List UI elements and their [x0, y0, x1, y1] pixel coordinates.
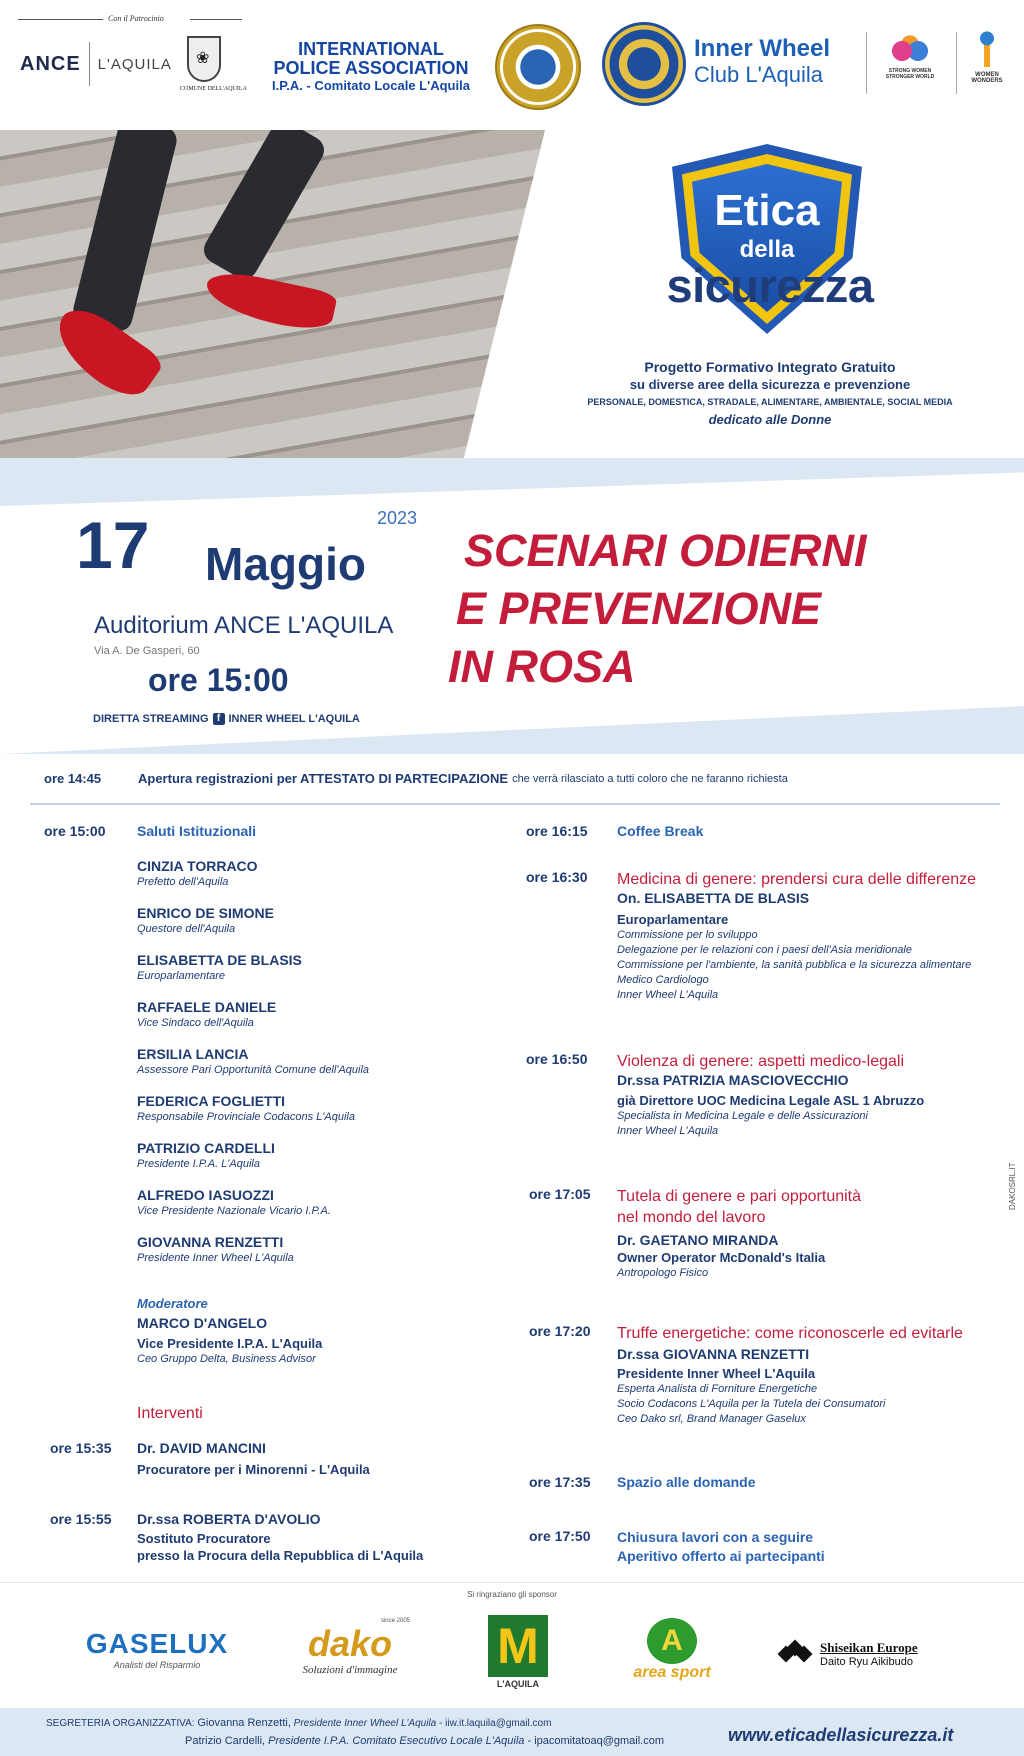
- sponsor-dako: [290, 1618, 410, 1676]
- strong-women-logo: [878, 34, 942, 80]
- intervention-time: ore 15:35: [50, 1440, 112, 1456]
- ipa-line1: INTERNATIONAL: [298, 39, 444, 59]
- comune-label: COMUNE DELL'AQUILA: [180, 86, 247, 92]
- area-sport-name: area sport: [633, 1664, 711, 1681]
- session-title: nel mondo del lavoro: [617, 1209, 766, 1226]
- list-item: [137, 1046, 477, 1093]
- registration-row: [44, 771, 994, 786]
- ance-city: L'AQUILA: [97, 55, 172, 73]
- list-item: [137, 1140, 477, 1187]
- contact-email[interactable]: - ipacomitatoaq@gmail.com: [527, 1735, 664, 1747]
- shiseikan-diamonds-icon: [778, 1642, 812, 1666]
- session-time: ore 17:05: [529, 1186, 591, 1202]
- facebook-icon: f: [213, 713, 225, 725]
- ance-logo: [20, 42, 172, 86]
- session-role: già Direttore UOC Medicina Legale ASL 1 Abruzzo: [617, 1093, 925, 1108]
- registration-time: ore 14:45: [44, 771, 102, 786]
- dako-since: since 2005: [380, 1618, 410, 1624]
- session-desc: Inner Wheel L'Aquila: [617, 989, 719, 1001]
- gaselux-logo: GASELUX: [85, 1628, 229, 1659]
- women-wonders-logo: [966, 30, 1008, 84]
- project-line1: Progetto Formativo Integrato Gratuito: [644, 359, 896, 375]
- moderator-block: [137, 1296, 477, 1367]
- divider: [866, 32, 867, 94]
- registration-rest: che verrà rilasciato a tutti coloro che ne faranno richiesta: [512, 773, 788, 785]
- registration-main: Apertura registrazioni per ATTESTATO DI PARTECIPAZIONE: [138, 771, 509, 786]
- speaker-name: ELISABETTA DE BLASIS: [137, 952, 302, 968]
- moderator-desc: Ceo Gruppo Delta, Business Advisor: [137, 1353, 316, 1365]
- contact-name: Giovanna Renzetti,: [197, 1717, 291, 1729]
- event-address: Via A. De Gasperi, 60: [94, 645, 200, 657]
- shiseikan-sub: Daito Ryu Aikibudo: [820, 1656, 913, 1668]
- divider: [30, 803, 1000, 805]
- footer-contact-2: [185, 1735, 664, 1747]
- interventi-label: Interventi: [137, 1405, 203, 1422]
- comune-logo: [180, 36, 247, 92]
- moderator-label: Moderatore: [137, 1296, 208, 1311]
- session-desc: Commissione per l'ambiente, la sanità pubblica e la sicurezza alimentare: [617, 959, 972, 971]
- shiseikan-name: Shiseikan Europe: [820, 1640, 918, 1655]
- event-venue: Auditorium ANCE L'AQUILA: [94, 612, 394, 639]
- ance-brand: ANCE: [20, 52, 81, 75]
- speaker-name: FEDERICA FOGLIETTI: [137, 1093, 286, 1109]
- crest-icon: [187, 36, 221, 82]
- website-link[interactable]: www.eticadellasicurezza.it: [728, 1725, 954, 1745]
- speaker-name: ERSILIA LANCIA: [137, 1046, 249, 1062]
- logo-word-sicurezza: sicurezza: [666, 259, 874, 312]
- inner-wheel-logo-text: [694, 36, 830, 88]
- session-speaker: On. ELISABETTA DE BLASIS: [617, 890, 810, 906]
- intervention-role: Procuratore per i Minorenni - L'Aquila: [137, 1462, 370, 1477]
- sponsor-header: [0, 0, 1024, 125]
- speaker-role: Vice Sindaco dell'Aquila: [137, 1017, 254, 1029]
- questions-time: ore 17:35: [529, 1474, 591, 1490]
- ipa-logo-text: [256, 40, 486, 93]
- speaker-name: ALFREDO IASUOZZI: [137, 1187, 274, 1203]
- closing-title: Chiusura lavori con a seguire: [617, 1529, 814, 1545]
- hero-banner: [0, 130, 1024, 460]
- session-desc: Commissione per lo sviluppo: [617, 929, 758, 941]
- list-item: [137, 999, 477, 1046]
- intervention-time: ore 15:55: [50, 1511, 112, 1527]
- list-item: [137, 952, 477, 999]
- logo-word-etica: Etica: [714, 186, 820, 235]
- session-speaker: Dr. GAETANO MIRANDA: [617, 1232, 779, 1248]
- coffee-title: Coffee Break: [617, 823, 704, 839]
- event-month: Maggio: [205, 538, 366, 590]
- speaker-name: CINZIA TORRACO: [137, 858, 258, 874]
- list-item: [137, 1234, 477, 1281]
- greetings-time: ore 15:00: [44, 823, 106, 839]
- session-desc: Medico Cardiologo: [617, 974, 709, 986]
- moderator-name: MARCO D'ANGELO: [137, 1315, 268, 1331]
- session-time: ore 16:30: [526, 869, 588, 885]
- speaker-role: Vice Presidente Nazionale Vicario I.P.A.: [137, 1205, 331, 1217]
- ipa-line3: I.P.A. - Comitato Locale L'Aquila: [272, 78, 470, 93]
- speaker-role: Europarlamentare: [137, 970, 226, 982]
- footer-label: SEGRETERIA ORGANIZZATIVA:: [46, 1718, 195, 1729]
- title-line1: SCENARI ODIERNI: [464, 525, 867, 576]
- closing-time: ore 17:50: [529, 1528, 591, 1544]
- sponsors-title: Si ringraziano gli sponsor: [467, 1590, 557, 1599]
- mcdonalds-city: L'AQUILA: [496, 1679, 540, 1689]
- speaker-list: [137, 858, 477, 1281]
- speaker-role: Questore dell'Aquila: [137, 923, 236, 935]
- divider: [956, 32, 957, 94]
- contact-role: Presidente I.P.A. Comitato Esecutivo Locale L'Aquila: [268, 1735, 525, 1747]
- streaming-suffix: INNER WHEEL L'AQUILA: [228, 713, 360, 725]
- figure-icon: [970, 30, 1004, 72]
- intervention-role: presso la Procura della Repubblica di L'Aquila: [137, 1548, 424, 1563]
- speaker-role: Presidente Inner Wheel L'Aquila: [137, 1252, 294, 1264]
- footer-contact-1: [46, 1717, 551, 1729]
- intervention-role: Sostituto Procuratore: [137, 1531, 271, 1546]
- list-item: [137, 905, 477, 952]
- dako-logo: dako: [307, 1623, 393, 1664]
- divider: [190, 19, 242, 20]
- inner-wheel-line2: Club L'Aquila: [694, 62, 823, 87]
- leg-shape: [199, 130, 329, 284]
- contact-name: Patrizio Cardelli,: [185, 1735, 266, 1747]
- dako-tagline: Soluzioni d'immagine: [302, 1664, 398, 1676]
- sponsor-area-sport: [622, 1618, 722, 1682]
- mcdonalds-logo-icon: M: [488, 1615, 548, 1677]
- session-desc: Antropologo Fisico: [617, 1267, 709, 1279]
- coffee-time: ore 16:15: [526, 823, 588, 839]
- speaker-name: PATRIZIO CARDELLI: [137, 1140, 275, 1156]
- ipa-seal-icon: [495, 24, 581, 110]
- session-desc: Specialista in Medicina Legale e delle Assicurazioni: [617, 1110, 868, 1122]
- speaker-name: ENRICO DE SIMONE: [137, 905, 274, 921]
- patrocinio-label: Con il Patrocinio: [108, 14, 164, 23]
- session-title: Truffe energetiche: come riconoscerle ed evitarle: [617, 1325, 963, 1342]
- ipa-line2: POLICE ASSOCIATION: [273, 58, 469, 78]
- speaker-role: Presidente I.P.A. L'Aquila: [137, 1158, 260, 1170]
- session-desc: Delegazione per le relazioni con i paesi dell'Asia meridionale: [617, 944, 912, 956]
- list-item: [137, 1187, 477, 1234]
- session-desc: Ceo Dako srl, Brand Manager Gaselux: [617, 1413, 806, 1425]
- event-title: [448, 522, 867, 696]
- decor-band: [0, 458, 1024, 506]
- side-credit: DAKOSRL.IT: [1008, 1162, 1017, 1210]
- list-item: [137, 1093, 477, 1140]
- project-areas: PERSONALE, DOMESTICA, STRADALE, ALIMENTARE, AMBIENTALE, SOCIAL MEDIA: [587, 397, 953, 407]
- intervention-speaker: Dr. DAVID MANCINI: [137, 1440, 266, 1456]
- intervention-speaker: Dr.ssa ROBERTA D'AVOLIO: [137, 1511, 321, 1527]
- session-speaker: Dr.ssa GIOVANNA RENZETTI: [617, 1346, 810, 1362]
- inner-wheel-line1: Inner Wheel: [694, 35, 831, 62]
- session-desc: Socio Codacons L'Aquila per la Tutela dei Consumatori: [617, 1398, 886, 1410]
- session-title: Tutela di genere e pari opportunità: [617, 1188, 862, 1205]
- project-description: [540, 358, 1000, 429]
- leg-shape: [70, 130, 179, 334]
- closing-title: Aperitivo offerto ai partecipanti: [617, 1548, 825, 1564]
- red-shoe-icon: [202, 267, 338, 335]
- lotus-icon: [890, 34, 930, 68]
- sponsor-mcdonalds: [478, 1615, 558, 1689]
- greetings-title: Saluti Istituzionali: [137, 823, 257, 839]
- streaming-info: [93, 713, 360, 725]
- speaker-role: Responsabile Provinciale Codacons L'Aquila: [137, 1111, 355, 1123]
- project-line2: su diverse aree della sicurezza e prevenzione: [629, 377, 911, 392]
- speaker-name: RAFFAELE DANIELE: [137, 999, 277, 1015]
- session-role: Presidente Inner Wheel L'Aquila: [617, 1366, 816, 1381]
- stairs-photo: [0, 130, 545, 460]
- speaker-role: Assessore Pari Opportunità Comune dell'Aquila: [137, 1064, 369, 1076]
- title-line3: IN ROSA: [448, 641, 636, 692]
- project-dedicated: dedicato alle Donne: [708, 412, 832, 427]
- session-title: Violenza di genere: aspetti medico-legali: [617, 1053, 904, 1070]
- moderator-role: Vice Presidente I.P.A. L'Aquila: [137, 1336, 323, 1351]
- sponsor-shiseikan: [778, 1640, 948, 1668]
- session-role: Europarlamentare: [617, 912, 729, 927]
- divider: [18, 19, 103, 20]
- speaker-name: GIOVANNA RENZETTI: [137, 1234, 284, 1250]
- divider: [89, 42, 90, 86]
- contact-role: Presidente Inner Wheel L'Aquila: [293, 1718, 437, 1729]
- inner-wheel-seal-icon: [602, 22, 686, 106]
- contact-email[interactable]: - iiw.it.laquila@gmail.com: [439, 1718, 552, 1729]
- sponsor-gaselux: [82, 1628, 232, 1670]
- logo-word-della: della: [739, 236, 795, 263]
- session-title: Medicina di genere: prendersi cura delle differenze: [617, 871, 977, 888]
- session-time: ore 17:20: [529, 1323, 591, 1339]
- strong-women-label: STRONG WOMEN STRONGER WORLD: [885, 68, 935, 80]
- event-day: 17: [76, 508, 150, 582]
- event-year: 2023: [377, 508, 418, 528]
- list-item: [137, 858, 477, 905]
- speaker-role: Prefetto dell'Aquila: [137, 876, 229, 888]
- session-desc: Esperta Analista di Forniture Energetiche: [617, 1383, 818, 1395]
- event-time: ore 15:00: [148, 662, 289, 698]
- session-speaker: Dr.ssa PATRIZIA MASCIOVECCHIO: [617, 1072, 849, 1088]
- women-wonders-label: WOMEN WONDERS: [971, 72, 1003, 84]
- questions-title: Spazio alle domande: [617, 1474, 756, 1490]
- session-desc: Inner Wheel L'Aquila: [617, 1125, 719, 1137]
- gaselux-tagline: Analisti del Risparmio: [113, 1660, 201, 1670]
- session-role: Owner Operator McDonald's Italia: [617, 1250, 826, 1265]
- area-sport-logo-icon: A: [647, 1618, 697, 1664]
- streaming-prefix: DIRETTA STREAMING: [93, 713, 209, 725]
- title-line2: E PREVENZIONE: [456, 583, 822, 634]
- session-time: ore 16:50: [526, 1051, 588, 1067]
